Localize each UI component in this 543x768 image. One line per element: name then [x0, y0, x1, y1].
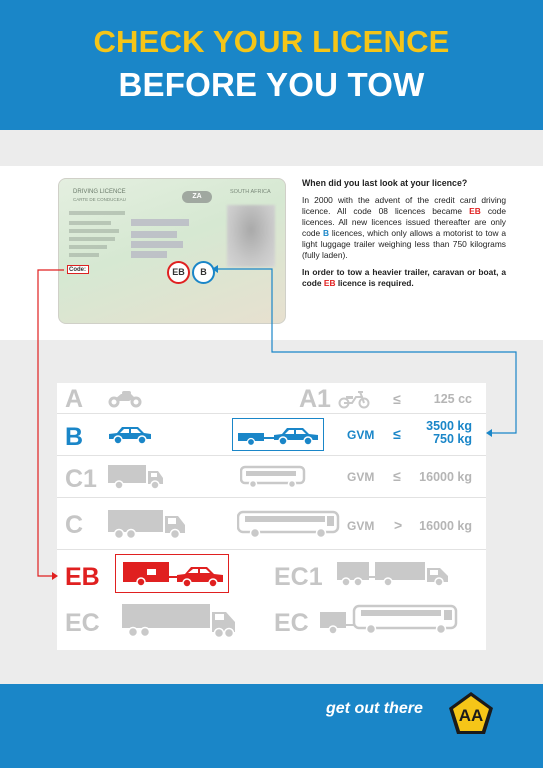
gvm-label: GVM	[347, 519, 375, 533]
headline-line-2: BEFORE YOU TOW	[118, 66, 425, 103]
headline-line-1: CHECK YOUR LICENCE	[93, 24, 450, 59]
code-a1: A1	[299, 385, 331, 413]
info-question: When did you last look at your licence?	[302, 178, 468, 188]
less-equal-symbol: ≤	[393, 426, 401, 442]
less-equal-symbol: ≤	[393, 468, 401, 484]
licence-country: SOUTH AFRICA	[230, 189, 271, 195]
info-text-span: licence is required.	[335, 278, 414, 288]
aa-logo-text: AA	[458, 706, 484, 725]
value-16000kg: 16000 kg	[419, 470, 472, 484]
licence-code-eb-circle: EB	[167, 261, 190, 284]
less-equal-symbol: ≤	[393, 391, 401, 407]
licence-code-label: Code:	[67, 265, 89, 274]
info-text-span: In 2000 with the advent of the credit card driving licence. All code 08 licences became	[302, 195, 506, 216]
code-b: B	[65, 423, 84, 451]
code-c: C	[65, 511, 84, 539]
value-750kg: 750 kg	[433, 432, 472, 446]
footer-tagline: get out there	[326, 700, 423, 717]
footer-banner	[0, 684, 543, 768]
gvm-label: GVM	[347, 470, 375, 484]
info-text-span: In order to tow a heavier trailer, caravan or boat, a code	[302, 267, 506, 288]
licence-subtitle: CARTE DE CONDUCEAU	[73, 197, 126, 202]
greater-than-symbol: >	[394, 517, 403, 533]
value-3500kg: 3500 kg	[426, 419, 472, 433]
licence-code-b-circle: B	[192, 261, 215, 284]
code-ec1: EC1	[274, 563, 323, 591]
code-c1: C1	[65, 465, 97, 493]
eb-connector-line	[38, 270, 64, 580]
info-text-span: code licences. All new licences issued thereafter are only code	[302, 206, 506, 238]
b-connector-line	[212, 265, 516, 437]
code-a: A	[65, 385, 84, 413]
gvm-label: GVM	[347, 428, 375, 442]
licence-title: DRIVING LICENCE	[73, 189, 126, 195]
code-ec-bus: EC	[274, 609, 309, 637]
info-text-span: licences, which only allows a motorist to tow a light luggage trailer weighing less than 750 kilograms (fully laden).	[302, 228, 506, 260]
code-b-highlight: B	[322, 228, 330, 238]
code-eb: EB	[65, 563, 100, 591]
code-ec: EC	[65, 609, 100, 637]
value-125cc: 125 cc	[433, 392, 472, 406]
aa-logo-icon	[447, 690, 495, 736]
code-eb-highlight: EB	[323, 278, 336, 288]
za-mark: ZA	[182, 191, 212, 203]
code-eb-highlight: EB	[469, 206, 481, 216]
value-16000kg: 16000 kg	[419, 519, 472, 533]
